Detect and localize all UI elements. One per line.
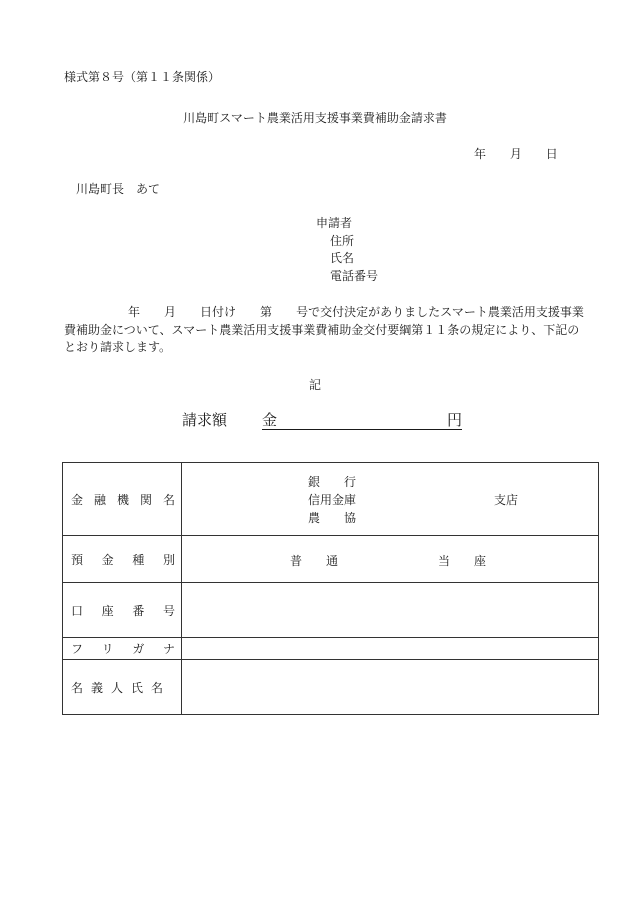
amount-kin: 金 bbox=[262, 411, 278, 429]
type-shinkin: 信用金庫 bbox=[308, 493, 357, 507]
deposit-current: 当 座 bbox=[438, 554, 487, 568]
date-day: 日 bbox=[545, 147, 558, 161]
label-char: ナ bbox=[162, 642, 175, 656]
label-account-holder bbox=[63, 660, 182, 715]
table-row bbox=[63, 638, 599, 660]
applicant-phone-label: 電話番号 bbox=[330, 268, 379, 283]
label-account-number bbox=[63, 583, 182, 638]
applicant-address-label: 住所 bbox=[330, 233, 355, 248]
spaced-label bbox=[63, 640, 181, 657]
label-char: リ bbox=[101, 642, 114, 656]
furigana-cell bbox=[182, 638, 599, 660]
label-char: 関 bbox=[139, 492, 152, 507]
label-char: 預 bbox=[71, 552, 84, 567]
date-month: 月 bbox=[509, 147, 522, 161]
label-char: 番 bbox=[132, 603, 145, 618]
label-char: 人 bbox=[110, 680, 123, 695]
account-holder-cell bbox=[182, 660, 599, 715]
table-row bbox=[63, 536, 599, 583]
spaced-label bbox=[63, 491, 181, 508]
label-char: 氏 bbox=[130, 680, 143, 695]
spaced-label bbox=[63, 602, 181, 619]
label-financial-institution bbox=[63, 463, 182, 536]
label-char: 融 bbox=[93, 492, 106, 507]
document-title: 川島町スマート農業活用支援事業費補助金請求書 bbox=[183, 111, 447, 125]
financial-institution-cell bbox=[182, 463, 599, 536]
label-char: 機 bbox=[116, 492, 129, 507]
date-line bbox=[474, 145, 558, 162]
body-day: 日付け bbox=[200, 305, 237, 319]
label-furigana bbox=[63, 638, 182, 660]
deposit-type-cell bbox=[182, 536, 599, 583]
amount-label: 請求額 bbox=[182, 411, 228, 429]
label-char: 種 bbox=[132, 552, 145, 567]
ki-heading: 記 bbox=[308, 378, 321, 392]
table-row bbox=[63, 463, 599, 536]
applicant-heading: 申請者 bbox=[316, 216, 353, 230]
branch-label: 支店 bbox=[494, 493, 519, 507]
type-nokyo: 農 協 bbox=[308, 511, 357, 525]
body-paragraph bbox=[64, 304, 584, 357]
label-char: 名 bbox=[150, 680, 163, 695]
addressee: 川島町長 あて bbox=[76, 182, 161, 196]
spaced-label bbox=[63, 679, 181, 696]
label-char: 金 bbox=[71, 492, 84, 507]
amount-en: 円 bbox=[446, 411, 462, 429]
date-year: 年 bbox=[474, 147, 487, 161]
body-year: 年 bbox=[128, 305, 141, 319]
body-dai: 第 bbox=[260, 305, 273, 319]
label-char: 金 bbox=[101, 552, 114, 567]
applicant-block bbox=[316, 215, 378, 285]
applicant-name-label: 氏名 bbox=[330, 251, 355, 265]
table-row bbox=[63, 583, 599, 638]
label-char: フ bbox=[71, 642, 84, 656]
label-char: 義 bbox=[90, 680, 103, 695]
institution-types bbox=[308, 473, 356, 527]
label-char: 名 bbox=[71, 680, 84, 695]
label-char: 別 bbox=[162, 552, 175, 567]
label-char: 座 bbox=[101, 603, 114, 618]
account-number-cell bbox=[182, 583, 599, 638]
type-bank: 銀 行 bbox=[308, 475, 357, 489]
amount-field bbox=[262, 409, 462, 430]
form-number: 様式第８号（第１１条関係） bbox=[64, 70, 221, 84]
label-char: ガ bbox=[132, 642, 145, 656]
table-row bbox=[63, 660, 599, 715]
label-char: 名 bbox=[162, 492, 175, 507]
body-month: 月 bbox=[164, 305, 177, 319]
label-deposit-type bbox=[63, 536, 182, 583]
deposit-ordinary: 普 通 bbox=[290, 554, 339, 568]
label-char: 号 bbox=[162, 603, 175, 618]
spaced-label bbox=[63, 551, 181, 568]
bank-info-table bbox=[62, 462, 599, 715]
label-char: 口 bbox=[71, 603, 84, 618]
body-text-after: 号で交付決定がありましたスマート農業活用支援事業費補助金について、スマート農業活用支援事業費補助金交付要綱第１１条の規定により、下記のとおり請求します。 bbox=[64, 305, 584, 354]
